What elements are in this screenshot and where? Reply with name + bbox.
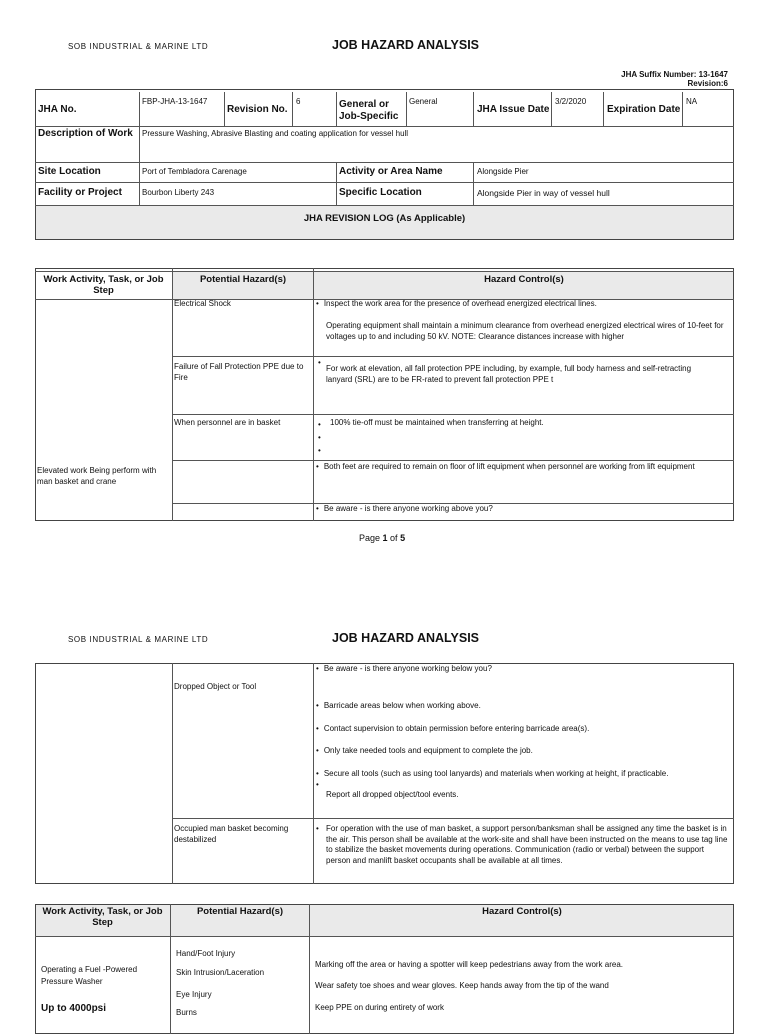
revision-log-title: JHA REVISION LOG (As Applicable) — [303, 213, 466, 224]
hazard-burns: Burns — [176, 1008, 197, 1017]
bullet-mark: • — [316, 780, 319, 789]
activity-area-label: Activity or Area Name — [339, 166, 443, 177]
col-potential-hazard-header: Potential Hazard(s) — [199, 274, 287, 285]
control-safety-toe-shoes: Wear safety toe shoes and wear gloves. Keep hands away from the tip of the wand — [315, 981, 609, 990]
issue-date-value: 3/2/2020 — [555, 97, 587, 106]
table2-col-work-activity: Work Activity, Task, or Job Step — [42, 906, 163, 928]
hazard-dropped-object: Dropped Object or Tool — [174, 682, 257, 691]
table2-col-hazard-control: Hazard Control(s) — [482, 906, 562, 917]
activity-area-value: Alongside Pier — [477, 167, 529, 176]
jha-suffix-number: JHA Suffix Number: 13-1647 — [621, 70, 728, 79]
site-location-value: Port of Tembladora Carenage — [142, 167, 247, 176]
hazard-eye-injury: Eye Injury — [176, 990, 212, 999]
jha-no-value: FBP-JHA-13-1647 — [142, 97, 208, 106]
document-title: JOB HAZARD ANALYSIS — [332, 38, 480, 52]
company-name: SOB INDUSTRIAL & MARINE LTD — [68, 42, 209, 51]
col-hazard-control-header: Hazard Control(s) — [484, 274, 564, 285]
control-inspect-lines: • Inspect the work area for the presence of overhead energized electrical lines. — [316, 299, 731, 310]
bullet-mark: • — [318, 433, 321, 442]
specific-location-value: Alongside Pier in way of vessel hull — [477, 188, 610, 198]
issue-date-label: JHA Issue Date — [477, 104, 550, 115]
revision-no-value: 6 — [296, 97, 301, 106]
general-or-job-specific-label: General or Job-Specific — [339, 99, 399, 122]
control-aware-above: • Be aware - is there anyone working above you? — [316, 504, 731, 515]
control-clearance: Operating equipment shall maintain a minimum clearance from overhead energized electrical wires of 10-feet for voltages up to and including 50 kV. NOTE: Clearance distances increase with higher — [326, 321, 724, 341]
facility-value: Bourbon Liberty 243 — [142, 188, 215, 197]
expiration-date-label: Expiration Date — [607, 104, 681, 115]
bullet-mark: • — [316, 824, 319, 833]
hazard-skin-intrusion: Skin Intrusion/Laceration — [176, 968, 265, 977]
page-number: Page 1 of 5 — [359, 533, 406, 543]
control-barricade-areas: • Barricade areas below when working above. — [316, 701, 731, 712]
work-activity-pressure-washer: Operating a Fuel -Powered Pressure Washer — [41, 965, 138, 986]
hazard-hand-foot: Hand/Foot Injury — [176, 949, 236, 958]
work-activity-psi: Up to 4000psi — [41, 1003, 107, 1014]
hazard-electrical-shock: Electrical Shock — [174, 299, 231, 308]
control-contact-supervision: • Contact supervision to obtain permission before entering barricade area(s). — [316, 724, 731, 735]
control-report-dropped: Report all dropped object/tool events. — [326, 790, 459, 799]
control-both-feet: • Both feet are required to remain on floor of lift equipment when personnel are working from lift equipment — [316, 462, 734, 473]
control-fr-rated-ppe: For work at elevation, all fall protection PPE including, by example, full body harness and self-retracting lanyard (SRL) are to be FR-rated to prevent fall protection PPE t — [326, 364, 692, 384]
hazard-fall-protection-fire: Failure of Fall Protection PPE due to Fire — [174, 362, 304, 382]
specific-location-label: Specific Location — [339, 187, 422, 198]
site-location-label: Site Location — [38, 166, 101, 177]
general-or-job-specific-value: General — [409, 97, 438, 106]
control-marking-area: Marking off the area or having a spotter will keep pedestrians away from the work area. — [315, 960, 624, 969]
col-work-activity-header: Work Activity, Task, or Job Step — [43, 274, 164, 296]
control-keep-ppe: Keep PPE on during entirety of work — [315, 1003, 444, 1012]
company-name-page2: SOB INDUSTRIAL & MARINE LTD — [68, 635, 209, 644]
work-activity-elevated: Elevated work Being perform with man basket and crane — [37, 466, 157, 486]
control-needed-tools: • Only take needed tools and equipment to complete the job. — [316, 746, 731, 757]
document-title-page2: JOB HAZARD ANALYSIS — [332, 631, 480, 645]
control-aware-below: • Be aware - is there anyone working below you? — [316, 664, 731, 675]
hazard-basket-destabilized: Occupied man basket becoming destabilized — [174, 824, 289, 844]
control-tie-off: 100% tie-off must be maintained when transferring at height. — [330, 418, 544, 427]
hazard-personnel-in-basket: When personnel are in basket — [174, 418, 281, 427]
revision-number-header: Revision:6 — [687, 79, 728, 88]
bullet-mark: • — [318, 420, 321, 429]
description-of-work-value: Pressure Washing, Abrasive Blasting and coating application for vessel hull — [142, 129, 409, 138]
description-of-work-label: Description of Work — [38, 128, 133, 139]
control-banksman: For operation with the use of man basket, a support person/banksman shall be assigned any time the basket is in the air. This person shall be available at the work-site and shall have been instructed on the means to use tag line to stabilize the basket movements during operations. Communication (radio or verbal) between the support person and manlift basket occupants shall be available at all times. — [326, 824, 728, 865]
jha-no-label: JHA No. — [38, 104, 77, 115]
bullet-mark: • — [318, 358, 321, 367]
expiration-date-value: NA — [686, 97, 698, 106]
bullet-mark: • — [318, 446, 321, 455]
table2-col-potential-hazard: Potential Hazard(s) — [196, 906, 284, 917]
control-secure-tools: • Secure all tools (such as using tool lanyards) and materials when working at height, if practicable. — [316, 769, 731, 780]
facility-label: Facility or Project — [38, 187, 122, 198]
revision-no-label: Revision No. — [227, 104, 288, 115]
